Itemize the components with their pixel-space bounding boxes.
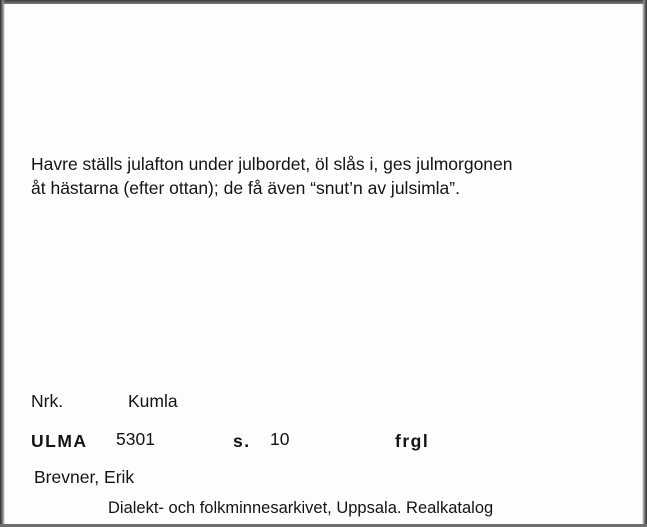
nrk-label: Nrk. bbox=[31, 391, 64, 411]
record-text-line-2: åt hästarna (efter ottan); de få även “snut’n av julsimla”. bbox=[31, 178, 460, 198]
ulma-label: ULMA bbox=[31, 431, 88, 451]
category-code: frgl bbox=[395, 431, 430, 451]
card-edge-left bbox=[0, 0, 5, 527]
informant-name: Brevner, Erik bbox=[34, 467, 135, 487]
page-value: 10 bbox=[270, 429, 290, 449]
card-edge-right bbox=[642, 0, 647, 527]
record-text-line-1: Havre ställs julafton under julbordet, öl slås i, ges julmorgonen bbox=[31, 154, 513, 174]
nrk-value: Kumla bbox=[128, 391, 178, 411]
record-text bbox=[31, 152, 621, 200]
page-label: s. bbox=[233, 431, 251, 451]
card-edge-top bbox=[0, 0, 647, 4]
archive-footer: Dialekt- och folkminnesarkivet, Uppsala. Realkatalog bbox=[108, 499, 494, 517]
ulma-value: 5301 bbox=[116, 429, 155, 449]
